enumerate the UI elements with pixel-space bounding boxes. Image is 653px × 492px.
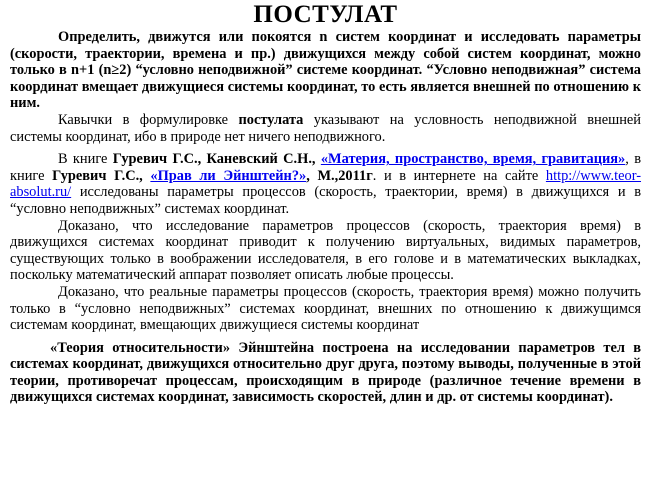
proof-paragraph-2: Доказано, что реальные параметры процессов (скорость, траектория время) можно получить только в “условно неподвижных” системах координат, внешних по отношению к движущимся системам координат, вмещающих движущиеся системы координат [10,283,641,334]
page-title: ПОСТУЛАТ [253,1,398,28]
proof-paragraph-1: Доказано, что исследование параметров процессов (скорость, траектория время) в движущихся системах координат приводит к получению виртуальных, видимых параметров, существующих только в воображении исследователя, в его голове и в математических выкладках, поскольку математический аппарат позволяет описать любые процессы. [10,217,641,284]
books-paragraph [10,151,641,217]
website-link[interactable]: http://www.teor-absolut.ru/ [10,167,642,201]
book-link-is-einstein-right[interactable]: «Прав ли Эйнштейн?» [150,167,307,184]
quotes-text-2: указывают на условность неподвижной внешней системы координат, ибо в природе нет ничего неподвижного. [10,111,641,145]
quotes-text-1: Кавычки в формулировке [58,111,239,128]
quotes-paragraph [10,112,641,145]
authors-1: Гуревич Г.С., Каневский С.Н., [112,151,316,168]
book-link-matter-space-time[interactable]: «Материя, пространство, время, гравитация» [320,151,626,168]
postulate-statement: Определить, движутся или покоятся n систем координат и исследовать параметры (скорости, траектории, времена и пр.) движущихся между собой систем координат, можно только в n+1 (n≥2) “условно неподвижной” системе координат. “Условно неподвижная” система координат вмещает движущиеся системы координат, то есть является внешней по отношению к ним. [10,29,641,112]
books-text-1: В книге [58,151,113,168]
authors-2: Гуревич Г.С., [52,167,151,184]
postulate-word: постулата [238,111,304,128]
relativity-paragraph: «Теория относительности» Эйнштейна построена на исследовании параметров тел в системах координат, движущихся относительно друг друга, поэтому выводы, полученные в этой теории, противоречат процессам, происходящим в природе (различное течение времени в движущихся системах координат, зависимость скоростей, длин и др. от системы координат). [10,339,641,406]
books-text-3: . и в интернете на сайте [372,167,546,184]
books-text-4: исследованы параметры процессов (скорость, траектории, время) в движущихся и в “условно неподвижных” системах координат. [10,184,641,217]
books-text-2: , в книге [10,151,641,184]
publication-info: , М.,2011г [306,167,373,184]
